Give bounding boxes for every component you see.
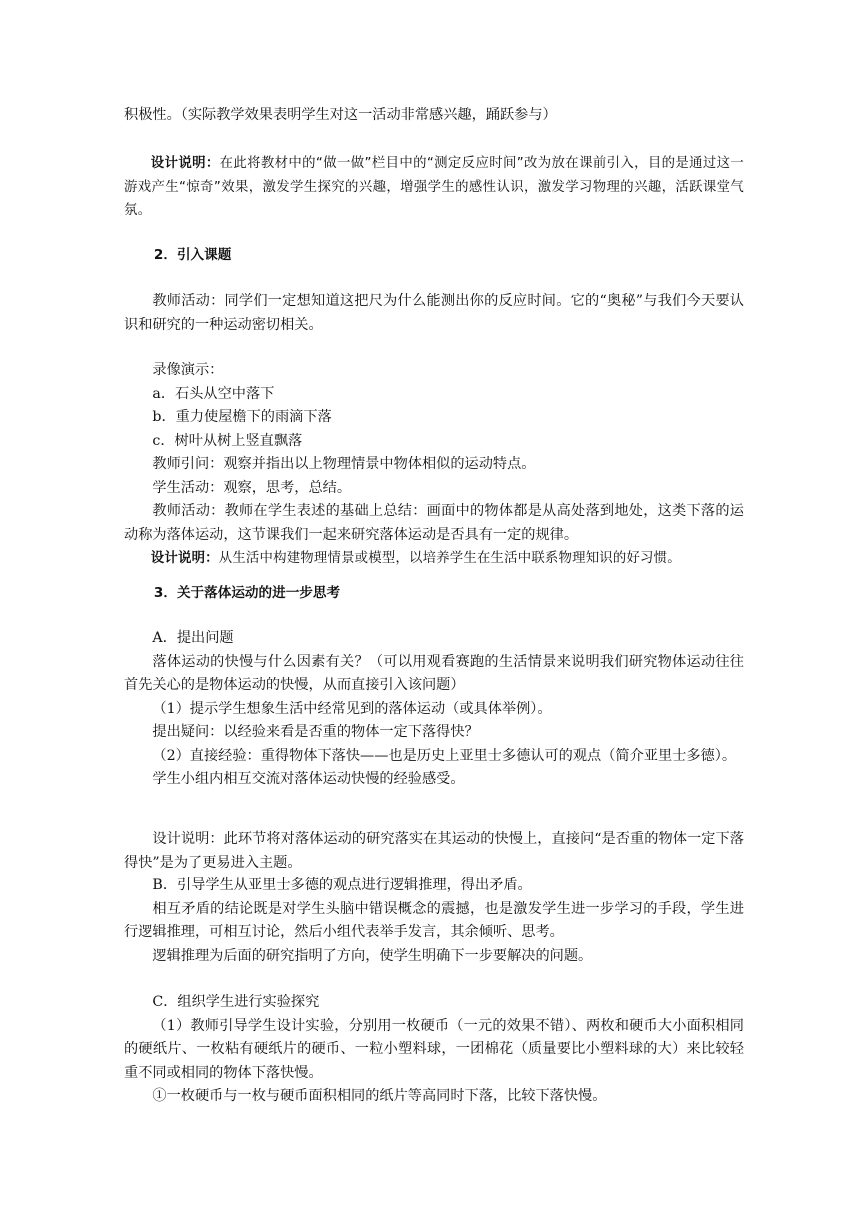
section-a-title: A．提出问题 bbox=[152, 630, 234, 646]
design-note-text: 在此将教材中的“做一做”栏目中的“测定反应时间”改为放在课前引入，目的是通过这一游戏产生“惊奇”效果，激发学生探究的兴趣，增强学生的感性认识，激发学习物理的兴趣，活跃课堂气氛。 bbox=[124, 156, 745, 218]
section-a-paragraph-3: 提出疑问：以经验来看是否重的物体一定下落得快？ bbox=[152, 724, 479, 740]
section-b bbox=[124, 874, 744, 968]
teacher-guide-question: 教师引问：观察并指出以上物理情景中物体相似的运动特点。 bbox=[152, 456, 536, 472]
section-a bbox=[124, 627, 744, 792]
video-demo bbox=[124, 359, 744, 571]
section-a-paragraph-1: 落体运动的快慢与什么因素有关？（可以用观看赛跑的生活情景来说明我们研究物体运动往往首先关心的是物体运动的快慢，从而直接引入该问题） bbox=[124, 653, 744, 693]
section-a-paragraph-2: （1）提示学生想象生活中经常见到的落体运动（或具体举例）。 bbox=[152, 700, 552, 717]
section-c-paragraph-1: （1）教师引导学生设计实验，分别用一枚硬币（一元的效果不错）、两枚和硬币大小面积相同的硬纸片、一枚粘有硬纸片的硬币、一粒小塑料球，一团棉花（质量要比小塑料球的大）来比较轻重不同或相同的物体下落快慢。 bbox=[124, 1017, 744, 1081]
design-note-label: 设计说明： bbox=[150, 551, 219, 566]
section-c bbox=[124, 991, 744, 1109]
design-note-2 bbox=[124, 547, 744, 571]
section-b-paragraph-1: 相互矛盾的结论既是对学生头脑中错误概念的震撼，也是激发学生进一步学习的手段，学生进行逻辑推理，可相互讨论，然后小组代表举手发言，其余倾听、思考。 bbox=[124, 900, 744, 940]
section-b-title: B．引导学生从亚里士多德的观点进行逻辑推理，得出矛盾。 bbox=[152, 877, 532, 893]
design-note-3: 设计说明：此环节将对落体运动的研究落实在其运动的快慢上，直接问“是否重的物体一定下落得快”是为了更易进入主题。 bbox=[124, 831, 744, 871]
section-a-paragraph-5: 学生小组内相互交流对落体运动快慢的经验感受。 bbox=[152, 771, 465, 787]
section-b-paragraph-2: 逻辑推理为后面的研究指明了方向，使学生明确下一步要解决的问题。 bbox=[152, 947, 593, 964]
design-note-1 bbox=[124, 152, 744, 223]
section-a-paragraph-4: （2）直接经验：重得物体下落快——也是历史上亚里士多德认可的观点（简介亚里士多德）。 bbox=[152, 747, 737, 764]
intro-end-paragraph: 积极性。（实际教学效果表明学生对这一活动非常感兴趣，踊跃参与） bbox=[124, 107, 557, 123]
video-item-b: b．重力使屋檐下的雨滴下落 bbox=[152, 409, 332, 425]
student-activity: 学生活动：观察，思考，总结。 bbox=[152, 479, 352, 496]
video-item-a: a．石头从空中落下 bbox=[152, 385, 275, 402]
section-c-paragraph-2: ①一枚硬币与一枚与硬币面积相同的纸片等高同时下落，比较下落快慢。 bbox=[152, 1088, 607, 1104]
video-item-c: c．树叶从树上竖直飘落 bbox=[152, 432, 303, 449]
teacher-activity-1: 教师活动：同学们一定想知道这把尺为什么能测出你的反应时间。它的“奥秘”与我们今天要认识和研究的一种运动密切相关。 bbox=[124, 293, 744, 333]
design-note-text: 从生活中构建物理情景或模型，以培养学生在生活中联系物理知识的好习惯。 bbox=[218, 551, 681, 566]
teacher-activity-2: 教师活动：教师在学生表述的基础上总结：画面中的物体都是从高处落到地处，这类下落的运动称为落体运动，这节课我们一起来研究落体运动是否具有一定的规律。 bbox=[124, 503, 744, 543]
section-c-title: C．组织学生进行实验探究 bbox=[152, 994, 320, 1010]
design-note-label: 设计说明： bbox=[150, 156, 220, 171]
section-heading-2: 2．引入课题 bbox=[153, 247, 232, 263]
section-heading-3: 3．关于落体运动的进一步思考 bbox=[153, 585, 341, 601]
video-demo-title: 录像演示： bbox=[152, 362, 224, 378]
